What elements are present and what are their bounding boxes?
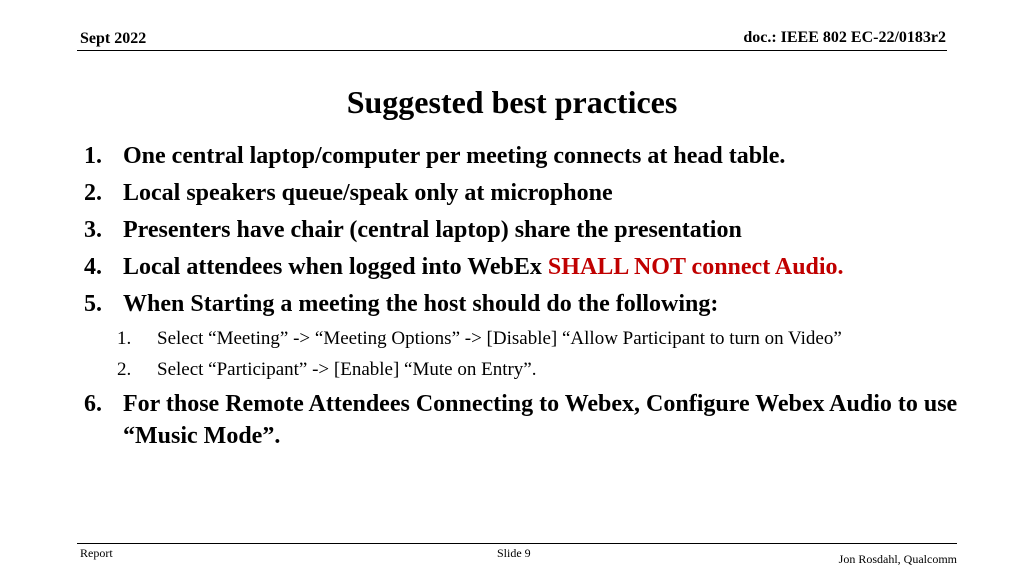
sub-item-number: 2. xyxy=(117,359,132,380)
list-item xyxy=(84,286,964,323)
item-number: 5. xyxy=(84,291,102,317)
sub-list-item xyxy=(84,354,964,385)
footer-report: Report xyxy=(80,546,113,560)
footer-divider xyxy=(77,543,957,544)
item-number: 1. xyxy=(84,143,102,169)
item-text-wrapper xyxy=(123,249,964,286)
header-divider xyxy=(77,50,947,51)
header-date: Sept 2022 xyxy=(80,30,147,47)
sub-list-item xyxy=(84,323,964,354)
item-number: 6. xyxy=(84,391,102,417)
item-text: One central laptop/computer per meeting connects at head table. xyxy=(123,143,786,169)
sub-item-text: Select “Participant” -> [Enable] “Mute on Entry”. xyxy=(157,359,537,380)
item-text: Presenters have chair (central laptop) share the presentation xyxy=(123,217,742,243)
list-item xyxy=(84,212,964,249)
item-number: 3. xyxy=(84,217,102,243)
item-text: When Starting a meeting the host should do the following: xyxy=(123,291,719,317)
item-number: 4. xyxy=(84,254,102,280)
item-highlight-text: SHALL NOT connect Audio. xyxy=(547,254,844,280)
sub-item-number: 1. xyxy=(117,328,132,349)
slide-title: Suggested best practices xyxy=(346,84,678,120)
item-text: Local attendees when logged into WebEx xyxy=(123,254,548,280)
item-text: For those Remote Attendees Connecting to Webex, Configure Webex Audio to use “Music Mode”. xyxy=(123,391,958,449)
item-number: 2. xyxy=(84,180,102,206)
list-item xyxy=(84,388,964,452)
header-doc-id: doc.: IEEE 802 EC-22/0183r2 xyxy=(743,29,946,46)
practices-list xyxy=(84,138,964,452)
item-text: Local speakers queue/speak only at microphone xyxy=(123,180,613,206)
footer-slide-number: Slide 9 xyxy=(497,546,531,560)
list-item xyxy=(84,175,964,212)
footer-author: Jon Rosdahl, Qualcomm xyxy=(838,552,957,566)
sub-item-text: Select “Meeting” -> “Meeting Options” -> [Disable] “Allow Participant to turn on Video” xyxy=(157,328,842,349)
list-item xyxy=(84,249,964,286)
list-item xyxy=(84,138,964,175)
